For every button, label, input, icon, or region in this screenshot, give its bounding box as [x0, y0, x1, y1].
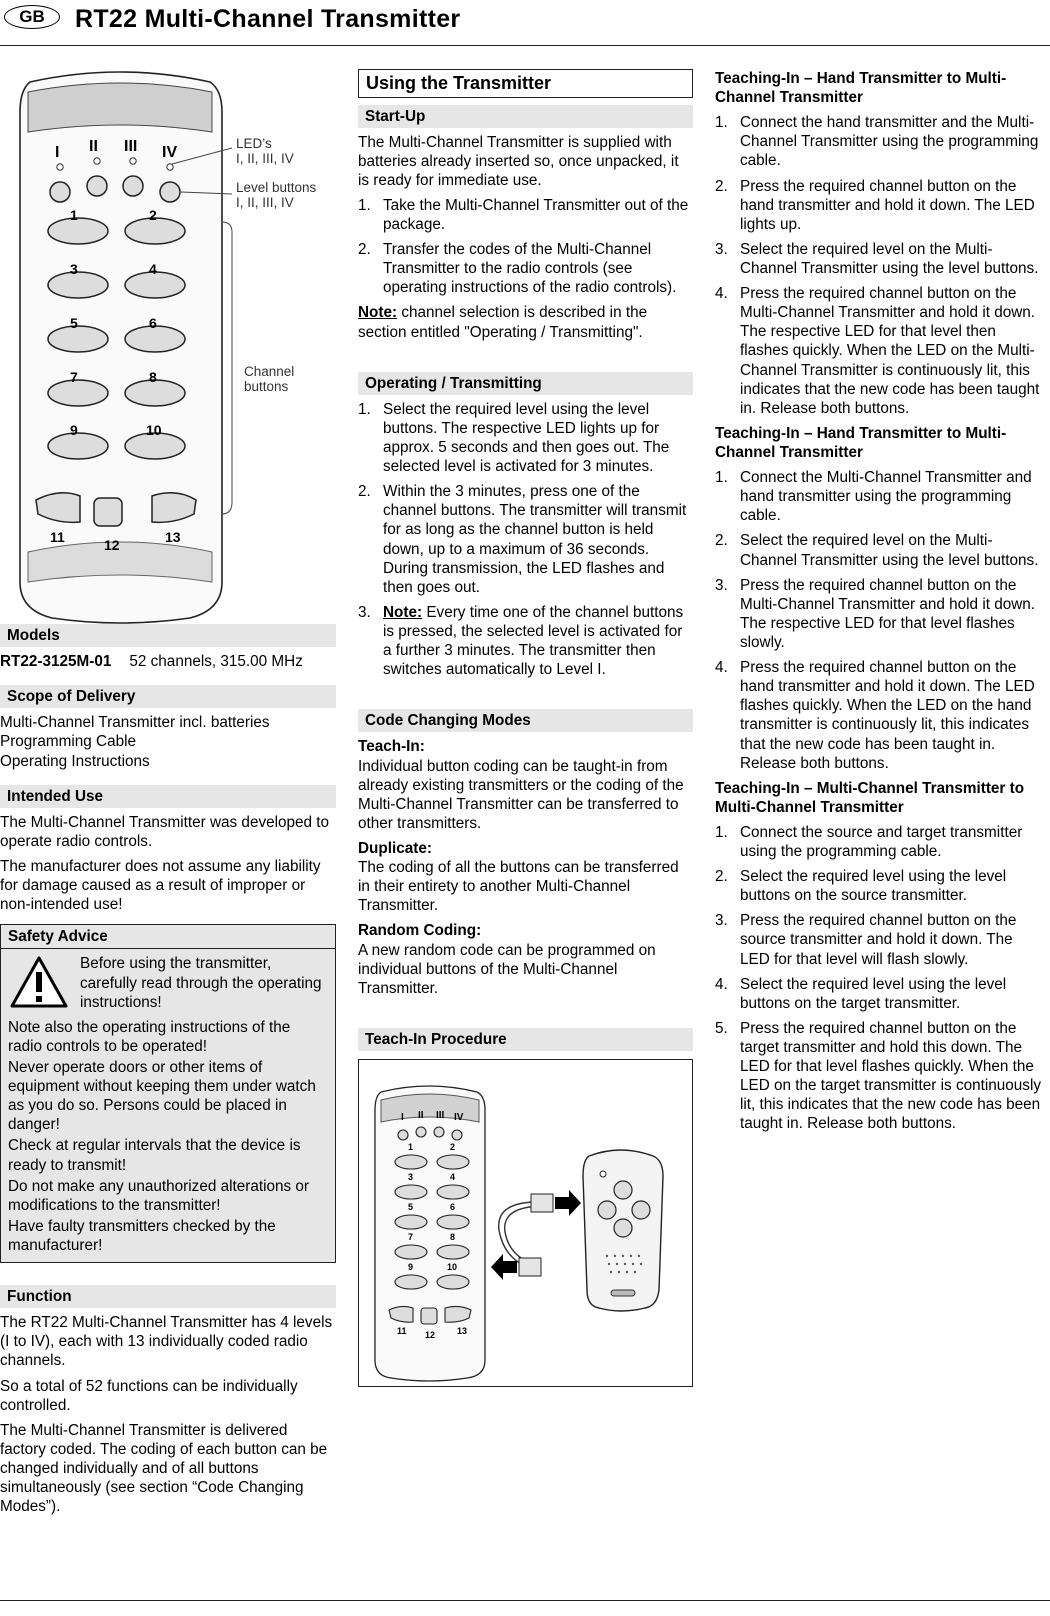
middle-column — [358, 69, 693, 1387]
teachin-heading-2: Teaching-In – Hand Transmitter to Multi-Channel Transmitter — [715, 424, 1007, 461]
duplicate-label: Duplicate: — [358, 840, 432, 857]
model-row — [0, 652, 336, 671]
teach-in-diagram — [358, 1059, 693, 1387]
operating-steps — [358, 400, 693, 680]
teachin-steps-1 — [715, 113, 1045, 418]
modes-heading: Code Changing Modes — [358, 709, 693, 732]
teachin-heading-1: Teaching-In – Hand Transmitter to Multi-Channel Transmitter — [715, 70, 1007, 107]
small-level-label: IV — [454, 1111, 464, 1123]
transmitter-diagram — [0, 62, 336, 624]
model-code: RT22-3125M-01 — [0, 653, 112, 671]
channel-label: 8 — [149, 369, 157, 385]
small-channel-label: 11 — [397, 1325, 407, 1336]
teachin-step: 4. Press the required channel button on the Multi-Channel Transmitter and hold it down. The respective LED for that level then flashes quickly. When the LED on the Multi-Channel Transmitter is continuously lit, this indicates that the new code has been taught in. Release both buttons. — [715, 285, 1040, 417]
small-channel-label: 4 — [450, 1171, 456, 1182]
small-channel-label: 9 — [408, 1261, 414, 1272]
channel-label: 13 — [165, 529, 181, 545]
page-header — [0, 0, 1050, 46]
startup-step: 1. Take the Multi-Channel Transmitter out of the package. — [358, 196, 689, 234]
teachin-step: 1. Connect the hand transmitter and the Multi-Channel Transmitter using the programming cable. — [715, 114, 1039, 170]
level-label-3: III — [124, 138, 138, 155]
operating-step: 3. Note: Every time one of the channel buttons is pressed, the selected level is activated for a further 3 minutes. The transmitter then switches automatically to Level I. — [358, 603, 684, 679]
small-channel-label: 1 — [408, 1141, 414, 1152]
channel-label: 4 — [149, 261, 157, 277]
teachin-heading-3: Teaching-In – Multi-Channel Transmitter to Multi-Channel Transmitter — [715, 779, 1025, 816]
small-channel-label: 5 — [408, 1201, 414, 1212]
channel-label: 10 — [146, 422, 162, 438]
small-level-label: II — [418, 1109, 424, 1121]
teachin-step: 1. Connect the source and target transmitter using the programming cable. — [715, 823, 1023, 861]
startup-intro: The Multi-Channel Transmitter is supplied with batteries already inserted so, once unpacked, it is ready for immediate use. — [358, 133, 679, 189]
channel-label: 7 — [70, 369, 78, 385]
led-callout-2: I, II, III, IV — [236, 151, 294, 166]
small-channel-label: 7 — [408, 1231, 414, 1242]
teachin-step: 5. Press the required channel button on the target transmitter and hold this down. The LED for that level flashes quickly. When the LED on the target transmitter is continuously lit, this indicates that the new code has been taught in. Release both buttons. — [715, 1019, 1041, 1133]
teach-text: Individual button coding can be taught-in from already existing transmitters or the coding of the Multi-Channel Transmitter can be transferred to other transmitters. — [358, 757, 684, 832]
intended-p2: The manufacturer does not assume any liability for damage caused as a result of improper or non-intended use! — [0, 857, 321, 914]
small-channel-label: 2 — [450, 1141, 456, 1152]
safety-line: Check at regular intervals that the device is ready to transmit! — [8, 1137, 301, 1174]
startup-note: Note: channel selection is described in the section entitled "Operating / Transmitting". — [358, 304, 648, 341]
language-badge: GB — [4, 5, 60, 29]
safety-line: Never operate doors or other items of equipment without keeping them under watch as you do so. Persons could be placed in danger! — [8, 1058, 316, 1134]
models-heading: Models — [0, 624, 336, 647]
level-label-2: II — [89, 138, 98, 155]
warning-icon — [8, 954, 70, 1010]
teachin-step: 1. Connect the Multi-Channel Transmitter and hand transmitter using the programming cable. — [715, 469, 1032, 525]
startup-heading: Start-Up — [358, 105, 693, 128]
teachin-step: 2. Press the required channel button on the hand transmitter and hold it down. The LED lights up. — [715, 177, 1035, 233]
channel-callout-2: buttons — [244, 379, 289, 394]
random-label: Random Coding: — [358, 922, 482, 940]
teach-label: Teach-In: — [358, 738, 425, 756]
startup-step: 2. Transfer the codes of the Multi-Channel Transmitter to the radio controls (see operating instructions of the radio controls). — [358, 241, 677, 297]
safety-box — [0, 924, 336, 1263]
channel-label: 11 — [50, 529, 65, 545]
procedure-heading: Teach-In Procedure — [358, 1028, 693, 1051]
right-column — [715, 69, 1045, 1140]
model-desc: 52 channels, 315.00 MHz — [129, 653, 303, 671]
startup-steps — [358, 196, 693, 298]
teachin-step: 2. Select the required level using the level buttons on the source transmitter. — [715, 868, 1007, 905]
safety-line: Do not make any unauthorized alterations or modifications to the transmitter! — [8, 1177, 310, 1214]
function-p3: The Multi-Channel Transmitter is delivered factory coded. The coding of each button can be changed individually and of all buttons simultaneously (see section “Code Changing Modes”). — [0, 1421, 328, 1516]
safety-warning-text: Before using the transmitter, carefully read through the operating instructions! — [80, 955, 322, 1011]
small-level-label: I — [401, 1111, 404, 1123]
channel-label: 1 — [70, 207, 78, 223]
small-channel-label: 13 — [457, 1325, 468, 1336]
scope-heading: Scope of Delivery — [0, 685, 336, 708]
small-channel-label: 12 — [425, 1329, 436, 1340]
function-p1: The RT22 Multi-Channel Transmitter has 4 levels (I to IV), each with 13 individually coded radio channels. — [0, 1314, 333, 1370]
teachin-step: 4. Press the required channel button on the hand transmitter and hold it down. The LED flashes quickly. When the LED on the hand transmitter is continuously lit, this indicates that the new code has been taught in. Release both buttons. — [715, 659, 1035, 772]
teachin-step: 4. Select the required level using the level buttons on the target transmitter. — [715, 975, 1007, 1012]
channel-label: 3 — [70, 261, 78, 277]
small-channel-label: 6 — [450, 1201, 456, 1212]
small-channel-label: 3 — [408, 1171, 414, 1182]
scope-item: Programming Cable — [0, 733, 137, 751]
channel-label: 9 — [70, 422, 78, 438]
teachin-step: 2. Select the required level on the Multi-Channel Transmitter using the level buttons. — [715, 532, 1039, 569]
small-level-label: III — [436, 1109, 445, 1121]
channel-callout-1: Channel — [244, 364, 295, 379]
teachin-step: 3. Press the required channel button on the Multi-Channel Transmitter and hold it down. The respective LED for that level flashes slowly. — [715, 576, 1036, 651]
operating-step: 1. Select the required level using the level buttons. The respective LED lights up for approx. 5 seconds and then goes out. The selected level is activated for 3 minutes. — [358, 400, 670, 476]
footer-rule — [0, 1600, 1050, 1601]
function-heading: Function — [0, 1285, 336, 1308]
random-text: A new random code can be programmed on individual buttons of the Multi-Channel Transmitter. — [358, 941, 656, 997]
duplicate-text: The coding of all the buttons can be transferred in their entirety to another Multi-Channel Transmitter. — [358, 859, 679, 915]
operating-heading: Operating / Transmitting — [358, 372, 693, 395]
small-channel-label: 8 — [450, 1231, 456, 1242]
channel-label: 5 — [70, 315, 78, 331]
channel-label: 12 — [104, 537, 120, 553]
page-title: RT22 Multi-Channel Transmitter — [75, 5, 461, 33]
teachin-steps-2 — [715, 468, 1045, 773]
function-p2: So a total of 52 functions can be individually controlled. — [0, 1377, 298, 1414]
operating-step: 2. Within the 3 minutes, press one of the channel buttons. The transmitter will transmit for as long as the channel button is held down, up to a maximum of 36 seconds. During transmission, the LED flashes and then goes out. — [358, 483, 687, 596]
small-channel-label: 10 — [447, 1261, 458, 1272]
scope-item: Operating Instructions — [0, 752, 150, 770]
intended-heading: Intended Use — [0, 785, 336, 808]
channel-label: 2 — [149, 207, 157, 223]
intended-p1: The Multi-Channel Transmitter was developed to operate radio controls. — [0, 813, 330, 850]
teachin-step: 3. Select the required level on the Multi-Channel Transmitter using the level buttons. — [715, 240, 1039, 277]
safety-line: Have faulty transmitters checked by the manufacturer! — [8, 1217, 276, 1254]
left-column — [0, 62, 336, 1522]
teachin-step: 3. Press the required channel button on the source transmitter and hold it down. The LED for that level will flash slowly. — [715, 912, 1017, 968]
scope-item: Multi-Channel Transmitter incl. batteries — [0, 714, 270, 732]
led-callout-1: LED’s — [236, 136, 272, 151]
safety-line: Note also the operating instructions of the radio controls to be operated! — [8, 1018, 291, 1055]
level-callout-1: Level buttons — [236, 180, 317, 195]
level-label-1: I — [55, 144, 60, 161]
level-label-4: IV — [162, 144, 178, 161]
teach-in-drawing — [359, 1060, 681, 1386]
teachin-steps-3 — [715, 823, 1045, 1134]
safety-heading: Safety Advice — [1, 925, 335, 949]
using-title: Using the Transmitter — [358, 69, 693, 98]
level-callout-2: I, II, III, IV — [236, 195, 294, 210]
channel-label: 6 — [149, 315, 157, 331]
